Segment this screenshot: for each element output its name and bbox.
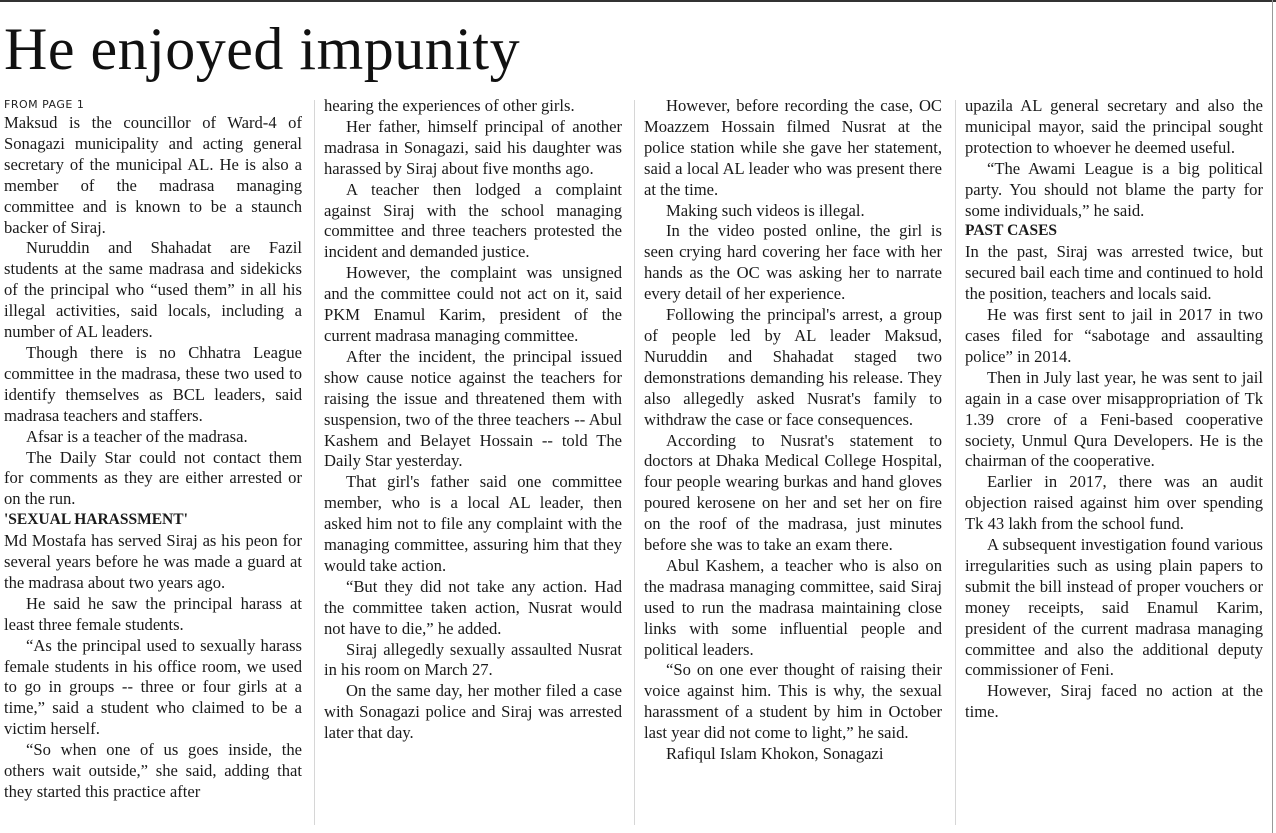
paragraph: “The Awami League is a big political party. You should not blame the party for some individuals,” he said. [965, 158, 1263, 220]
column-divider [314, 100, 315, 825]
paragraph: The Daily Star could not contact them for comments as they are either arrested or on the run. [4, 447, 302, 509]
paragraph: A teacher then lodged a complaint against Siraj with the school managing committee and three teachers protested the incident and demanded justice. [324, 179, 622, 262]
paragraph: In the past, Siraj was arrested twice, but secured bail each time and continued to hold the position, teachers and locals said. [965, 242, 1263, 304]
paragraph: In the video posted online, the girl is seen crying hard covering her face with her hands as the OC was asking her to narrate every detail of her experience. [644, 221, 942, 304]
article-column-2 [324, 96, 622, 831]
paragraph: According to Nusrat's statement to doctors at Dhaka Medical College Hospital, four people wearing burkas and hand gloves poured kerosene on her and set her on fire on the roof of the madrasa, just minutes before she was to take an exam there. [644, 430, 942, 555]
paragraph: Rafiqul Islam Khokon, Sonagazi [666, 744, 884, 764]
subheading: PAST CASES [965, 222, 1058, 240]
paragraph: However, before recording the case, OC Moazzem Hossain filmed Nusrat at the police station while she gave her statement, said a local AL leader who was present there at the time. [644, 96, 942, 199]
paragraph: Afsar is a teacher of the madrasa. [26, 426, 248, 446]
column-divider [634, 100, 635, 825]
paragraph: However, the complaint was unsigned and the committee could not act on it, said PKM Enamul Karim, president of the current madrasa managing committee. [324, 263, 622, 345]
paragraph: upazila AL general secretary and also the municipal mayor, said the principal sought protection to whoever he deemed useful. [965, 96, 1263, 157]
paragraph: However, Siraj faced no action at the time. [965, 681, 1263, 722]
article-column-1 [4, 96, 302, 831]
paragraph: Nuruddin and Shahadat are Fazil students at the same madrasa and sidekicks of the principal who “used them” in all his illegal activities, said locals, including a number of AL leaders. [4, 238, 302, 342]
paragraph: hearing the experiences of other girls. [324, 96, 575, 115]
article-column-3 [644, 96, 942, 831]
paragraph: Siraj allegedly sexually assaulted Nusrat in his room on March 27. [324, 639, 622, 680]
column-divider [955, 100, 956, 825]
subheading: 'SEXUAL HARASSMENT' [4, 511, 188, 529]
kicker: FROM PAGE 1 [4, 98, 85, 111]
headline: He enjoyed impunity [4, 16, 521, 82]
paragraph: Then in July last year, he was sent to jail again in a case over misappropriation of Tk 1.39 crore of a Feni-based cooperative society, Unmul Qura Developers. He is the chairman of the cooperative. [965, 367, 1263, 471]
paragraph: “So when one of us goes inside, the others wait outside,” she said, adding that they started this practice after [4, 740, 302, 801]
paragraph: Making such videos is illegal. [666, 200, 865, 220]
article-column-4 [965, 96, 1263, 831]
paragraph: After the incident, the principal issued show cause notice against the teachers for raising the issue and threatened them with suspension, two of the three teachers -- Abul Kashem and Belayet Hossain -- told The Daily Star yesterday. [324, 346, 622, 471]
paragraph: “But they did not take any action. Had the committee taken action, Nusrat would not have to die,” he added. [324, 576, 622, 638]
paragraph: Her father, himself principal of another madrasa in Sonagazi, said his daughter was harassed by Siraj about five months ago. [324, 116, 622, 178]
paragraph: Following the principal's arrest, a group of people led by AL leader Maksud, Nuruddin and Shahadat staged two demonstrations demanding his release. They also allegedly asked Nusrat's family to withdraw the case or face consequences. [644, 305, 942, 429]
paragraph: He said he saw the principal harass at least three female students. [4, 593, 302, 634]
paragraph: Earlier in 2017, there was an audit objection raised against him over spending Tk 43 lakh from the school fund. [965, 472, 1263, 534]
paragraph: “As the principal used to sexually harass female students in his office room, we used to go in groups -- three or four girls at a time,” said a student who claimed to be a victim herself. [4, 635, 302, 739]
paragraph: Maksud is the councillor of Ward-4 of Sonagazi municipality and acting general secretary of the municipal AL. He is also a member of the madrasa managing committee and is known to be a staunch backer of Siraj. [4, 113, 302, 237]
paragraph: A subsequent investigation found various irregularities such as using plain papers to submit the bill instead of proper vouchers or money receipts, said Enamul Karim, president of the current madrasa managing committee and also the additional deputy commissioner of Feni. [965, 535, 1263, 680]
paragraph: “So on one ever thought of raising their voice against him. This is why, the sexual harassment of a student by him in October last year did not come to light,” he said. [644, 660, 942, 743]
top-rule [0, 0, 1276, 2]
paragraph: Though there is no Chhatra League committee in the madrasa, these two used to identify themselves as BCL leaders, said madrasa teachers and staffers. [4, 342, 302, 425]
paragraph: Abul Kashem, a teacher who is also on the madrasa managing committee, said Siraj used to run the madrasa maintaining close links with some influential people and political leaders. [644, 555, 942, 659]
paragraph: On the same day, her mother filed a case with Sonagazi police and Siraj was arrested later that day. [324, 681, 622, 743]
right-rule [1272, 0, 1273, 833]
paragraph: That girl's father said one committee member, who is a local AL leader, then asked him not to file any complaint with the managing committee, assuring him that they would take action. [324, 472, 622, 575]
paragraph: Md Mostafa has served Siraj as his peon for several years before he was made a guard at the madrasa about two years ago. [4, 531, 302, 592]
paragraph: He was first sent to jail in 2017 in two cases filed for “sabotage and assaulting police” in 2014. [965, 305, 1263, 366]
